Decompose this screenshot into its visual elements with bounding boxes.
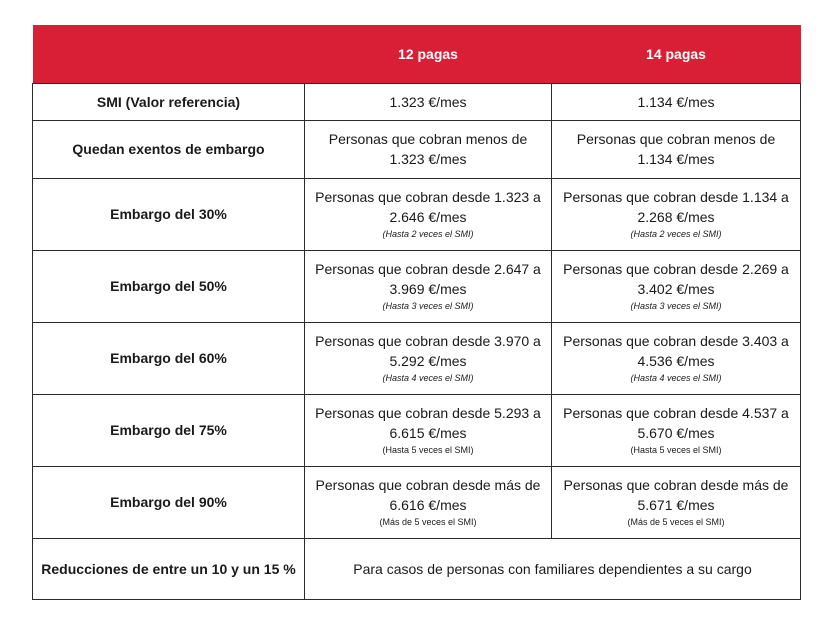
header-14-pagas: 14 pagas: [646, 45, 706, 62]
row-label: Quedan exentos de embargo: [33, 120, 305, 178]
table-row-embargo-30: [33, 178, 801, 250]
cell-text: Personas que cobran desde 3.970 a 5.292 €/mes: [315, 333, 541, 369]
cell-note: (Más de 5 veces el SMI): [627, 517, 725, 527]
header-12-pagas: 12 pagas: [398, 45, 458, 62]
row-label: Embargo del 75%: [33, 394, 305, 466]
cell-text: Personas que cobran desde 4.537 a 5.670 €/mes: [563, 405, 789, 441]
row-label: Embargo del 60%: [33, 322, 305, 394]
cell-note: (Hasta 4 veces el SMI): [382, 373, 474, 383]
cell-12-pagas: [305, 178, 552, 250]
table-row-embargo-75: [33, 394, 801, 466]
cell-12-pagas: [305, 322, 552, 394]
cell-text: Personas que cobran desde más de 6.616 €/mes: [315, 477, 541, 513]
cell-12-pagas: 1.323 €/mes: [305, 83, 552, 120]
embargo-table: [32, 25, 801, 600]
cell-14-pagas: [552, 322, 801, 394]
cell-note: (Hasta 3 veces el SMI): [382, 301, 474, 311]
row-label: Embargo del 90%: [33, 466, 305, 538]
cell-note: (Hasta 5 veces el SMI): [382, 445, 474, 455]
table-row-embargo-60: [33, 322, 801, 394]
cell-note: (Hasta 2 veces el SMI): [382, 229, 474, 239]
cell-note: (Más de 5 veces el SMI): [379, 517, 477, 527]
table-row-embargo-90: [33, 466, 801, 538]
cell-text: Personas que cobran desde 2.647 a 3.969 €/mes: [315, 261, 541, 297]
cell-text: Personas que cobran desde 1.134 a 2.268 €/mes: [563, 189, 789, 225]
cell-note: (Hasta 5 veces el SMI): [630, 445, 722, 455]
cell-12-pagas: [305, 250, 552, 322]
table-header-row: [33, 25, 801, 83]
cell-12-pagas: Personas que cobran menos de 1.323 €/mes: [305, 120, 552, 178]
cell-text: Personas que cobran desde 2.269 a 3.402 €/mes: [563, 261, 789, 297]
cell-note: (Hasta 4 veces el SMI): [630, 373, 722, 383]
cell-12-pagas: [305, 394, 552, 466]
cell-text: Personas que cobran desde 5.293 a 6.615 €/mes: [315, 405, 541, 441]
table-row-embargo-50: [33, 250, 801, 322]
cell-text: Personas que cobran desde 3.403 a 4.536 €/mes: [563, 333, 789, 369]
table-row-reducciones: [33, 538, 801, 599]
cell-14-pagas: 1.134 €/mes: [552, 83, 801, 120]
row-label: Embargo del 50%: [33, 250, 305, 322]
row-label: SMI (Valor referencia): [33, 83, 305, 120]
cell-14-pagas: [552, 178, 801, 250]
header-empty-cell: [33, 25, 305, 83]
cell-text: Personas que cobran desde más de 5.671 €/mes: [563, 477, 789, 513]
cell-14-pagas: [552, 466, 801, 538]
table-row-exentos: [33, 120, 801, 178]
cell-12-pagas: [305, 466, 552, 538]
cell-14-pagas: [552, 394, 801, 466]
table-row-smi: [33, 83, 801, 120]
cell-note: (Hasta 2 veces el SMI): [630, 229, 722, 239]
row-label: Embargo del 30%: [33, 178, 305, 250]
cell-14-pagas: [552, 250, 801, 322]
cell-note: (Hasta 3 veces el SMI): [630, 301, 722, 311]
cell-merged: Para casos de personas con familiares dependientes a su cargo: [305, 538, 801, 599]
row-label: Reducciones de entre un 10 y un 15 %: [33, 538, 305, 599]
cell-text: Personas que cobran desde 1.323 a 2.646 €/mes: [315, 189, 541, 225]
cell-14-pagas: Personas que cobran menos de 1.134 €/mes: [552, 120, 801, 178]
